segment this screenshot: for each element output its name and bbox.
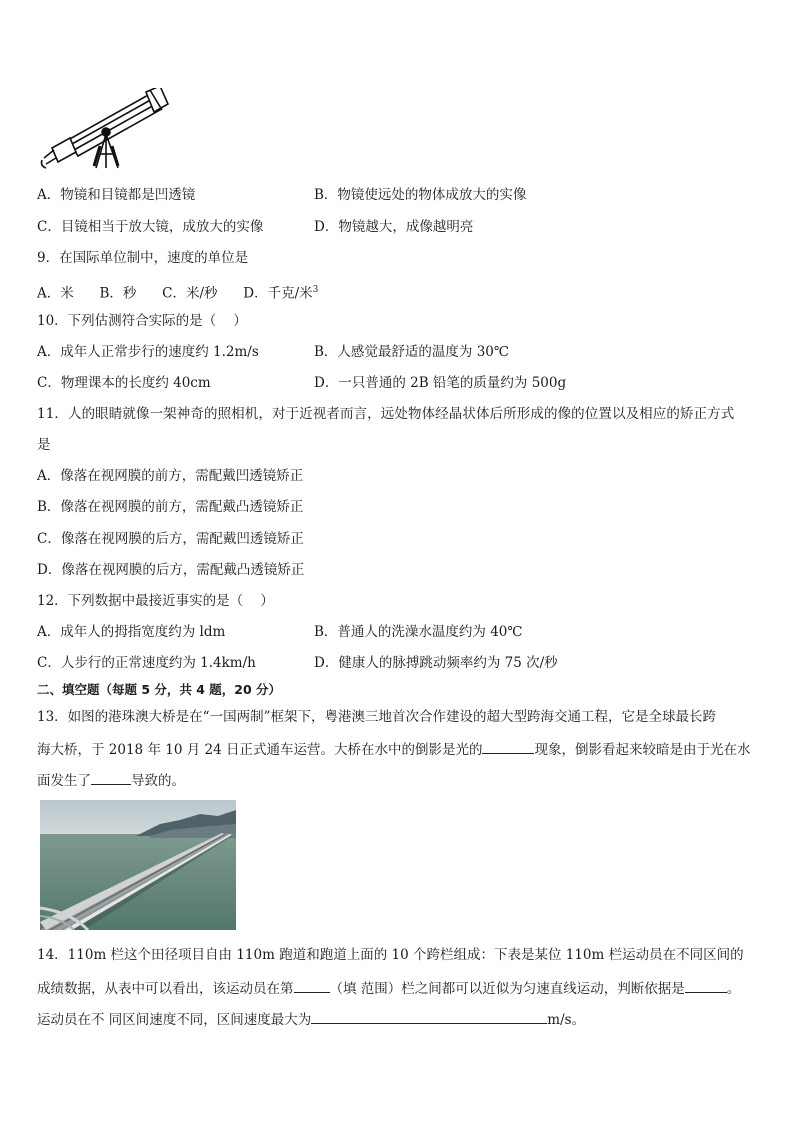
q11-stem-line1: 11．人的眼睛就像一架神奇的照相机，对于近视者而言，远处物体经晶状体后所形成的像的位置以及相应的矫正方式 <box>37 406 735 422</box>
q13-line3 <box>37 770 185 790</box>
telescope-figure <box>38 88 170 170</box>
q9-superscript: 3 <box>312 285 319 295</box>
q14-line1: 14．110m 栏这个田径项目自由 110m 跑道和跑道上面的 10 个跨栏组成：下表是某位 110m 栏运动员在不同区间的 <box>37 947 744 963</box>
q14-line2 <box>37 978 740 998</box>
q14-line2-text-b: （填 范围）栏之间都可以近似为匀速直线运动，判断依据是 <box>329 981 685 997</box>
q9-stem: 9．在国际单位制中，速度的单位是 <box>37 250 249 266</box>
q13-line3-text-b: 导致的。 <box>131 773 185 789</box>
q12-option-c: C．人步行的正常速度约为 1.4km/h <box>37 655 256 671</box>
q11-option-c: C．像落在视网膜的后方，需配戴凹透镜矫正 <box>37 531 304 547</box>
q10-option-b: B．人感觉最舒适的温度为 30℃ <box>314 344 509 360</box>
q11-stem-line2: 是 <box>37 437 51 453</box>
q9-options <box>37 281 318 303</box>
q10-option-a: A．成年人正常步行的速度约 1.2m/s <box>37 344 259 360</box>
q8-option-d: D．物镜越大，成像越明亮 <box>314 219 474 235</box>
q14-line3-text-a: 运动员在不 同区间速度不同，区间速度最大为 <box>37 1012 312 1028</box>
q11-option-a: A．像落在视网膜的前方，需配戴凹透镜矫正 <box>37 468 304 484</box>
q14-line2-text-a: 成绩数据，从表中可以看出，该运动员在第 <box>37 981 294 997</box>
q10-stem: 10．下列估测符合实际的是（ ） <box>37 313 247 329</box>
q12-option-a: A．成年人的拇指宽度约为 ldm <box>37 624 226 640</box>
q13-line2-text-b: 现象，倒影看起来较暗是由于光在水 <box>534 742 751 758</box>
q13-answer-blank-1[interactable] <box>482 739 534 754</box>
q10-option-c: C．物理课本的长度约 40cm <box>37 375 211 391</box>
section-heading: 二、填空题（每题 5 分，共 4 题，20 分） <box>37 682 282 697</box>
q11-option-d: D．像落在视网膜的后方，需配戴凸透镜矫正 <box>37 562 305 578</box>
q12-stem: 12．下列数据中最接近事实的是（ ） <box>37 593 274 609</box>
q14-answer-blank-1[interactable] <box>294 978 330 993</box>
q11-option-b: B．像落在视网膜的前方，需配戴凸透镜矫正 <box>37 499 304 515</box>
q8-option-c: C．目镜相当于放大镜，成放大的实像 <box>37 219 264 235</box>
q13-answer-blank-2[interactable] <box>91 770 131 785</box>
q10-option-d: D．一只普通的 2B 铅笔的质量约为 500g <box>314 375 567 391</box>
q13-line2 <box>37 739 750 759</box>
q13-line2-text-a: 海大桥，于 2018 年 10 月 24 日正式通车运营。大桥在水中的倒影是光的 <box>37 742 483 758</box>
q14-answer-blank-2[interactable] <box>685 978 727 993</box>
q14-answer-blank-3[interactable] <box>311 1009 547 1024</box>
q14-line3 <box>37 1009 585 1029</box>
q12-option-d: D．健康人的脉搏跳动频率约为 75 次/秒 <box>314 655 558 671</box>
q14-line3-text-b: m/s。 <box>547 1012 586 1028</box>
q13-line1: 13．如图的港珠澳大桥是在“一国两制”框架下，粤港澳三地首次合作建设的超大型跨海交通工程，它是全球最长跨 <box>37 709 716 725</box>
q13-line3-text-a: 面发生了 <box>37 773 91 789</box>
q8-option-b: B．物镜使远处的物体成放大的实像 <box>314 187 527 203</box>
q14-line2-text-c: 。 <box>726 981 741 997</box>
q8-option-a: A．物镜和目镜都是凹透镜 <box>37 187 196 203</box>
q12-option-b: B．普通人的洗澡水温度约为 40℃ <box>314 624 523 640</box>
q9-options-text: A．米 B．秒 C．米/秒 D．千克/米 <box>37 285 313 302</box>
bridge-photo <box>40 800 236 930</box>
